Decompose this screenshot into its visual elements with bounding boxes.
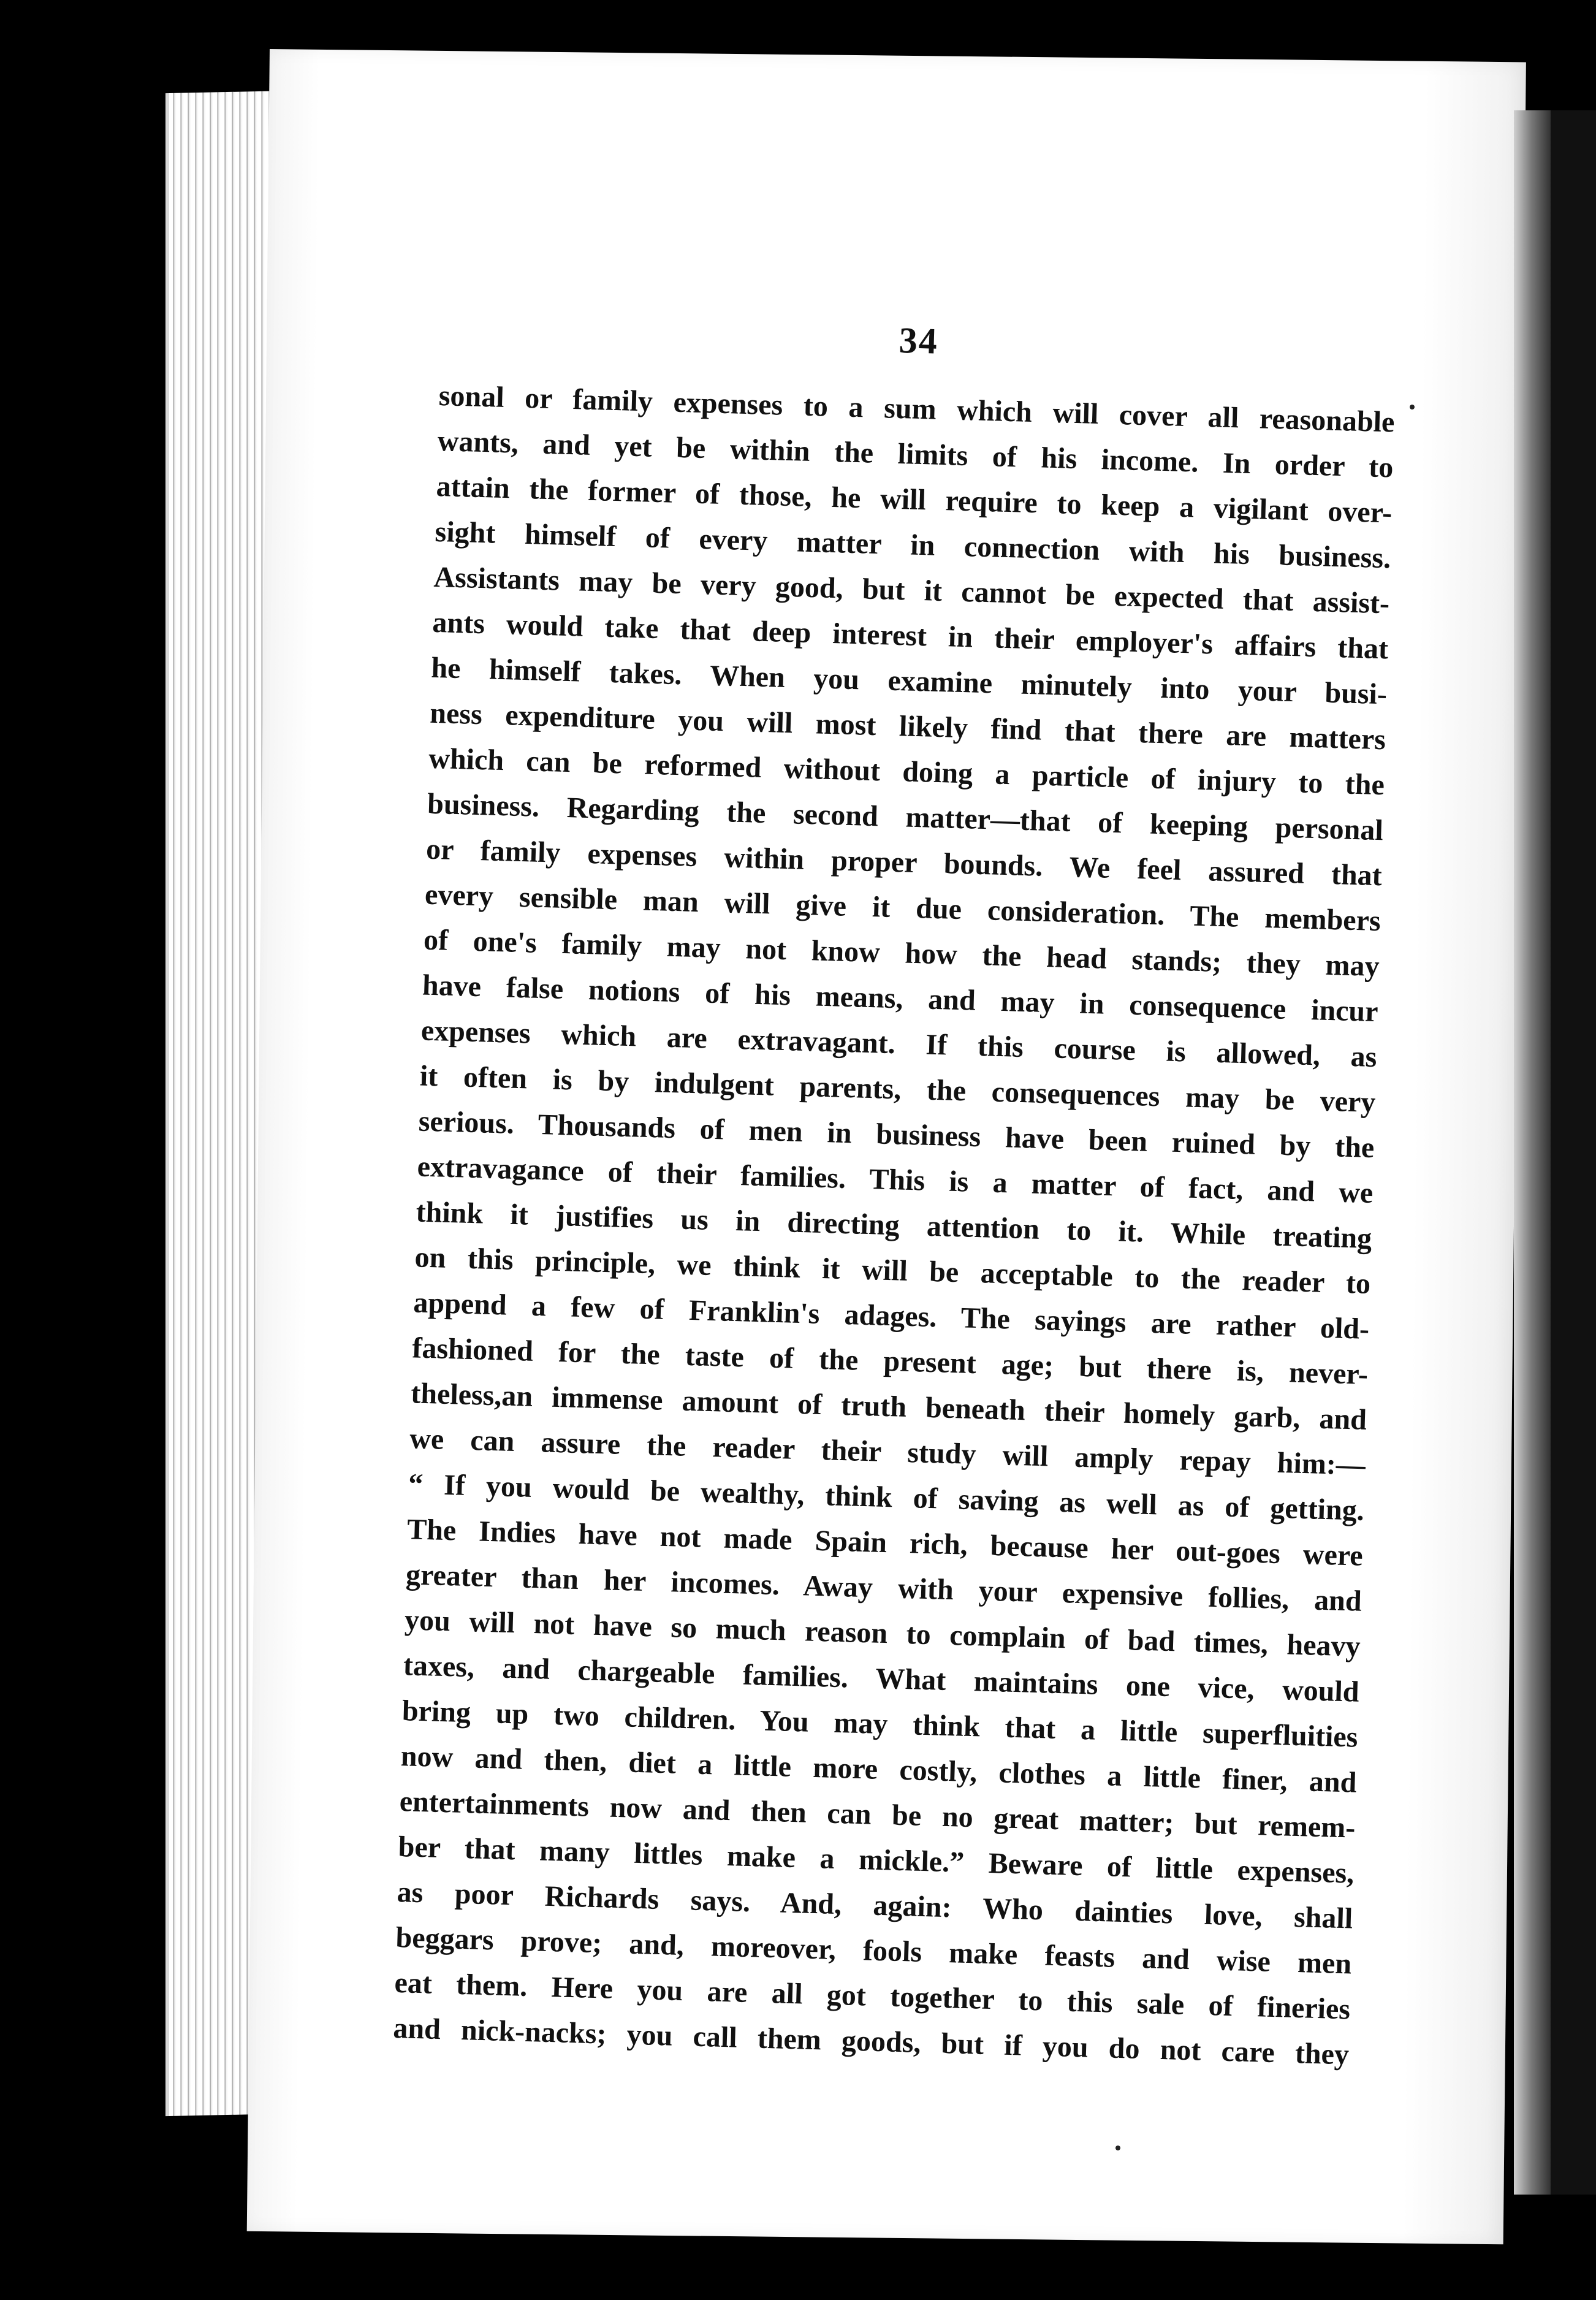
text-line: attain the former of those, he will require to keep a vigilant over- — [436, 470, 1393, 530]
text-line: theless,an immense amount of truth beneath their homely garb, and — [410, 1377, 1367, 1436]
text-line: bring up two children. You may think that a little superfluities — [401, 1694, 1359, 1754]
text-line: have false notions of his means, and may in consequence incur — [422, 969, 1379, 1029]
text-line: sonal or family expenses to a sum which will cover all reasonable — [438, 379, 1396, 439]
text-line: sight himself of every matter in connection with his business. — [434, 515, 1391, 575]
text-line: it often is by indulgent parents, the consequences may be very — [419, 1059, 1377, 1119]
text-line: think it justifies us in directing attention to it. While treating — [416, 1195, 1372, 1255]
text-line: as poor Richards says. And, again: Who dainties love, shall — [397, 1876, 1353, 1935]
text-line: greater than her incomes. Away with your expensive follies, and — [405, 1558, 1362, 1618]
text-line: “ If you would be wealthy, think of saving as well as of getting. — [408, 1468, 1365, 1527]
text-line: append a few of Franklin's adages. The sayings are rather old- — [412, 1286, 1370, 1346]
text-line: serious. Thousands of men in business have been ruined by the — [418, 1105, 1375, 1165]
text-lines — [393, 373, 1396, 2077]
text-line: Assistants may be very good, but it cannot be expected that assist- — [433, 560, 1390, 620]
text-line: which can be reformed without doing a particle of injury to the — [428, 742, 1385, 802]
text-line: eat them. Here you are all got together to this sale of fineries — [393, 1966, 1351, 2026]
text-line: now and then, diet a little more costly, clothes a little finer, and — [400, 1740, 1358, 1799]
text-line: every sensible man will give it due consideration. The members — [424, 878, 1381, 938]
text-line: ber that many littles make a mickle.” Beware of little expenses, — [398, 1830, 1355, 1890]
text-line: fashioned for the taste of the present age; but there is, never- — [411, 1331, 1369, 1391]
text-line: on this principle, we think it will be acceptable to the reader to — [414, 1241, 1371, 1300]
text-line: business. Regarding the second matter—that of keeping personal — [427, 787, 1384, 847]
text-line: or family expenses within proper bounds. We feel assured that — [425, 832, 1383, 893]
text-line: The Indies have not made Spain rich, because her out-goes were — [406, 1513, 1364, 1572]
page-number: 34 — [898, 319, 939, 362]
text-line: and nick-nacks; you call them goods, but if you do not care they — [392, 2011, 1350, 2071]
text-line: expenses which are extravagant. If this course is allowed, as — [420, 1014, 1378, 1074]
page-text-block — [393, 307, 1397, 2077]
text-line: he himself takes. When you examine minutely into your busi- — [430, 651, 1388, 711]
text-line: we can assure the reader their study will amply repay him:— — [409, 1422, 1366, 1482]
speck — [1115, 2146, 1120, 2150]
text-line: taxes, and chargeable families. What maintains one vice, would — [403, 1649, 1360, 1708]
text-line: of one's family may not know how the head stands; they may — [423, 923, 1380, 983]
text-line: you will not have so much reason to complain of bad times, heavy — [404, 1604, 1361, 1663]
text-line: extravagance of their families. This is a matter of fact, and we — [417, 1150, 1374, 1210]
speck — [1410, 405, 1415, 409]
text-line: beggars prove; and, moreover, fools make feasts and wise men — [395, 1921, 1352, 1981]
facing-page-edge — [1551, 110, 1596, 2195]
text-line: ness expenditure you will most likely find that there are matters — [429, 696, 1386, 756]
text-line: entertainments now and then can be no great matter; but remem- — [399, 1785, 1356, 1845]
text-line: wants, and yet be within the limits of his income. In order to — [437, 424, 1394, 484]
text-line: ants would take that deep interest in their employer's affairs that — [431, 606, 1389, 666]
